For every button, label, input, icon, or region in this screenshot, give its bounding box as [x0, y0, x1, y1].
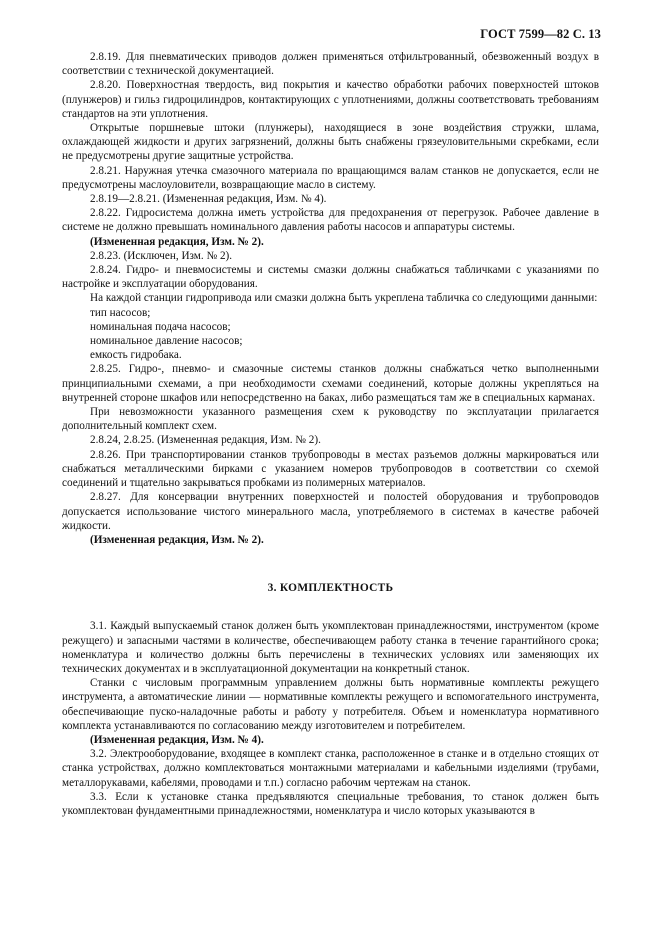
- paragraph: 2.8.26. При транспортировании станков трубопроводы в местах разъемов должны маркироваться или снабжаться металлическими бирками с указанием номеров трубопроводов в соответствии со схемой соединений и тщательно закрываться пробками из полимерных материалов.: [62, 448, 599, 490]
- paragraph: 2.8.23. (Исключен, Изм. № 2).: [90, 249, 233, 262]
- paragraph: (Измененная редакция, Изм. № 4).: [90, 733, 264, 746]
- paragraph: 2.8.21. Наружная утечка смазочного материала по вращающимся валам станков не допускается, если не предусмотрены маслоуловители, возвращающие масло в систему.: [62, 164, 599, 191]
- paragraph: 3.1. Каждый выпускаемый станок должен быть укомплектован принадлежностями, инструментом (кроме режущего) и запасными частями в количестве, обеспечивающем работу станка в течение гарантийного срока; номенклатура и количество должны быть перечислены в технических условиях или заменяющих их технических документах и в эксплуатационной документации на конкретный станок.: [62, 620, 599, 675]
- page-header: ГОСТ 7599—82 С. 13: [480, 27, 601, 41]
- paragraph: При невозможности указанного размещения схем к руководству по эксплуатации прилагается дополнительный комплект схем.: [62, 406, 599, 433]
- paragraph: На каждой станции гидропривода или смазки должна быть укреплена табличка со следующими данными:: [90, 292, 598, 305]
- section-3-block: [62, 619, 599, 818]
- paragraph: 2.8.24. Гидро- и пневмосистемы и системы смазки должны снабжаться табличками с указаниями по настройке и эксплуатации оборудования.: [62, 264, 599, 291]
- section-heading: 3. КОМПЛЕКТНОСТЬ: [267, 582, 394, 595]
- paragraph: 3.3. Если к установке станка предъявляются специальные требования, то станок должен быть укомплектован фундаментными принадлежностями, номенклатура и число которых указываются в: [62, 790, 599, 817]
- paragraph: 2.8.19. Для пневматических приводов должен применяться отфильтрованный, обезвоженный воздух в соответствии с технической документацией.: [62, 51, 599, 78]
- paragraph: Открытые поршневые штоки (плунжеры), находящиеся в зоне воздействия стружки, шлама, охлаждающей жидкости и других загрязнений, должны быть снабжены грязеуловительными скребками, если не предусмотрены другие защитные устройства.: [62, 122, 599, 163]
- paragraph: 2.8.24, 2.8.25. (Измененная редакция, Изм. № 2).: [90, 434, 321, 447]
- paragraph: (Измененная редакция, Изм. № 2).: [90, 533, 264, 546]
- page-content: [62, 50, 599, 818]
- paragraph: тип насосов;: [90, 306, 151, 319]
- paragraph: 2.8.19—2.8.21. (Измененная редакция, Изм. № 4).: [90, 193, 327, 206]
- paragraph: номинальная подача насосов;: [90, 320, 231, 333]
- paragraph: емкость гидробака.: [90, 349, 182, 362]
- paragraph: 2.8.25. Гидро-, пневмо- и смазочные системы станков должны снабжаться четко выполненными принципиальными схемами, а при необходимости схемами соединений, которые должны укрепляться на внутренней стороне шкафов или непосредственно на баках, либо размещаться там же в специальных карманах.: [62, 363, 599, 404]
- section-2-8-block: [62, 50, 599, 547]
- paragraph: (Измененная редакция, Изм. № 2).: [90, 235, 264, 248]
- paragraph: 2.8.27. Для консервации внутренних поверхностей и полостей оборудования и трубопроводов допускается использование чистого минерального масла, употребляемого в системах в качестве рабочей жидкости.: [62, 491, 599, 532]
- paragraph: 3.2. Электрооборудование, входящее в комплект станка, расположенное в станке и в отдельно стоящих от станка устройствах, должно комплектоваться монтажными материалами и кабельными изделиями (трубами, металлорукавами, кабелями, проводами и т.п.) согласно рабочим чертежам на станок.: [62, 748, 599, 789]
- paragraph: Станки с числовым программным управлением должны быть нормативные комплекты режущего инструмента, а автоматические линии — нормативные комплекты режущего и вспомогательного инструмента, обеспечивающие пуско-наладочные работы и работу у потребителя. Объем и номенклатура нормативного комплекта устанавливаются по согласованию между изготовителем и потребителем.: [62, 677, 599, 732]
- paragraph: 2.8.22. Гидросистема должна иметь устройства для предохранения от перегрузок. Рабочее давление в системе не должно превышать номинального давления работы насосов и аппаратуры системы.: [62, 207, 599, 234]
- paragraph: номинальное давление насосов;: [90, 335, 243, 348]
- paragraph: 2.8.20. Поверхностная твердость, вид покрытия и качество обработки рабочих поверхностей штоков (плунжеров) и гильз гидроцилиндров, контактирующих с уплотнениями, должны соответствовать требованиям стандартов на эти уплотнения.: [62, 79, 599, 120]
